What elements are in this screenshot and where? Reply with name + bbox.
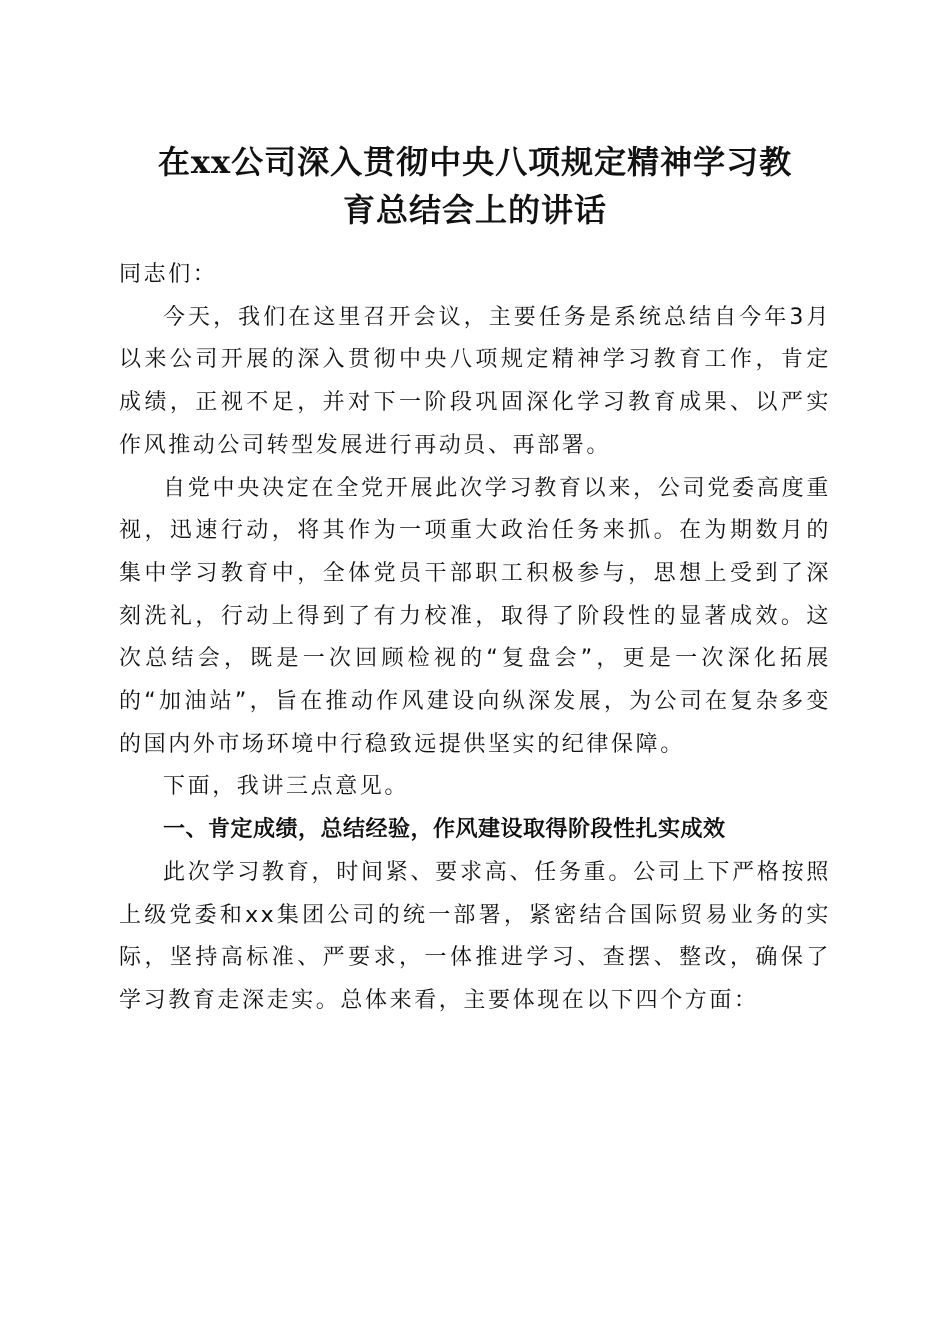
salutation: 同志们： — [119, 262, 218, 287]
section-heading-1: 一、肯定成绩，总结经验，作风建设取得阶段性扎实成效 — [163, 817, 726, 843]
title-line-2: 育总结会上的讲话 — [342, 191, 607, 229]
paragraph-background: 自党中央决定在全党开展此次学习教育以来，公司党委高度重视，迅速行动，将其作为一项重大政治任务来抓。在为期数月的集中学习教育中，全体党员干部职工积极参与，思想上受到了深刻洗礼，行动上得到了有力校准，取得了阶段性的显著成效。这次总结会，既是一次回顾检视的“复盘会”，更是一次深化拓展的“加油站”，旨在推动作风建设向纵深发展，为公司在复杂多变的国内外市场环境中行稳致远提供坚实的纪律保障。 — [119, 475, 831, 757]
document-body — [119, 254, 831, 1023]
section-1-paragraph: 此次学习教育，时间紧、要求高、任务重。公司上下严格按照上级党委和xx集团公司的统一部署，紧密结合国际贸易业务的实际，坚持高标准、严要求，一体推进学习、查摆、整改，确保了学习教育走深走实。总体来看，主要体现在以下四个方面： — [119, 859, 831, 1013]
paragraph-intro: 今天，我们在这里召开会议，主要任务是系统总结自今年3月以来公司开展的深入贯彻中央八项规定精神学习教育工作，肯定成绩，正视不足，并对下一阶段巩固深化学习教育成果、以严实作风推动公司转型发展进行再动员、再部署。 — [119, 304, 831, 458]
document-title — [100, 138, 850, 234]
title-line-1: 在xx公司深入贯彻中央八项规定精神学习教 — [157, 143, 793, 181]
paragraph-outline: 下面，我讲三点意见。 — [163, 774, 410, 800]
